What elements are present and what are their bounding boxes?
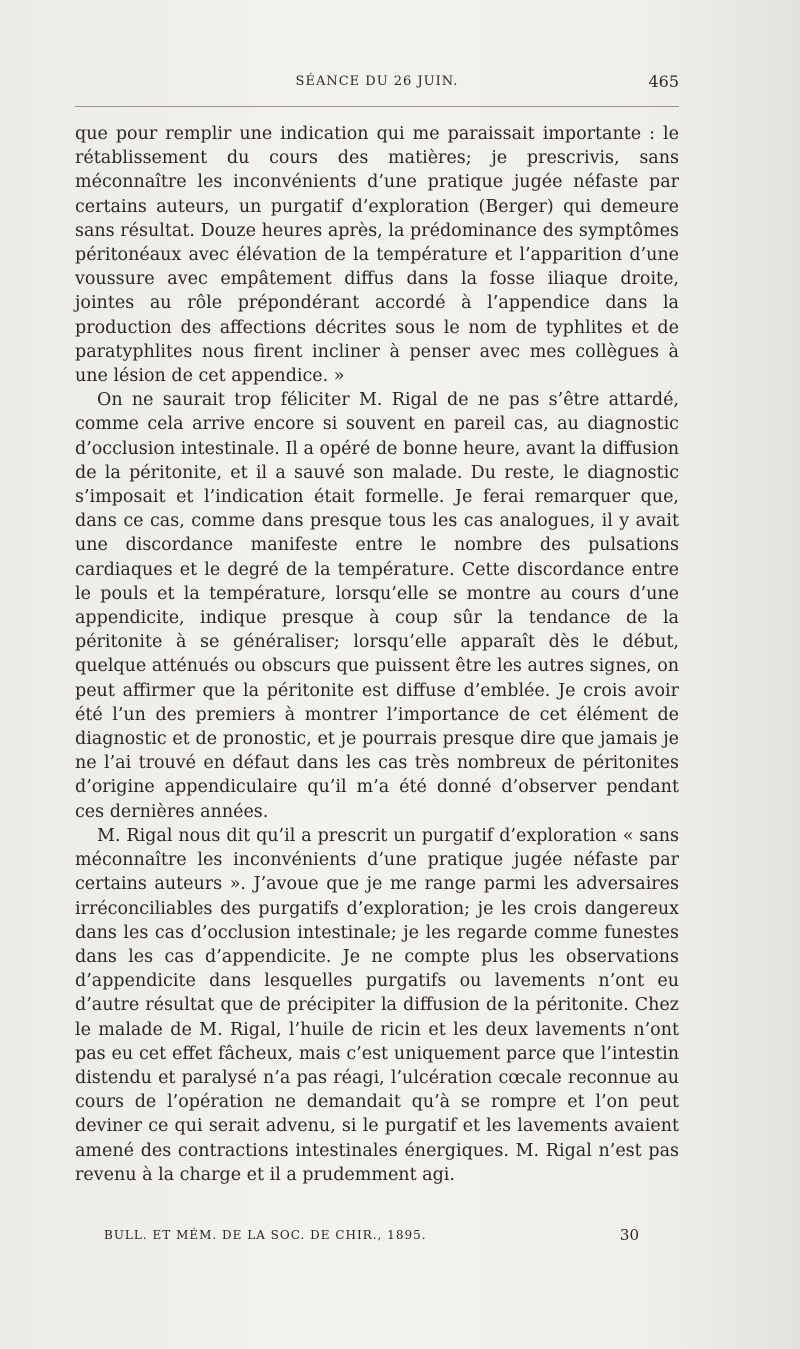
page-number: 465 xyxy=(648,72,679,91)
page-footer xyxy=(104,1228,639,1242)
paragraph: On ne saurait trop féliciter M. Rigal de ne pas s’être attardé, comme cela arrive encore si souvent en pareil cas, au diagnostic d’occlusion intestinale. Il a opéré de bonne heure, avant la diffusion de la péritonite, et il a sauvé son malade. Du reste, le diagnostic s’imposait et l’indication était formelle. Je ferai remarquer que, dans ce cas, comme dans presque tous les cas analogues, il y avait une discordance manifeste entre le nombre des pulsations cardiaques et le degré de la température. Cette discordance entre le pouls et la température, lorsqu’elle se montre au cours d’une appendicite, indique presque à coup sûr la tendance de la péritonite à se généraliser; lorsqu’elle apparaît dès le début, quelque atténués ou obscurs que puissent être les autres signes, on peut affirmer que la péritonite est diffuse d’emblée. Je crois avoir été l’un des premiers à montrer l’importance de cet élément de diagnostic et de pronostic, et je pourrais presque dire que jamais je ne l’ai trouvé en défaut dans les cas très nombreux de péritonites d’origine appendiculaire qu’il m’a été donné d’observer pendant ces dernières années. xyxy=(75,390,679,822)
paragraph: que pour remplir une indication qui me paraissait importante : le rétablissement du cours des matières; je prescrivis, sans méconnaître les inconvénients d’une pratique jugée néfaste par certains auteurs, un purgatif d’exploration (Berger) qui demeure sans résultat. Douze heures après, la prédominance des symptômes péritonéaux avec élévation de la température et l’apparition d’une voussure avec empâtement diffus dans la fosse iliaque droite, jointes au rôle prépondérant accordé à l’appendice dans la production des affections décrites sous le nom de typhlites et de paratyphlites nous firent incliner à penser avec mes collègues à une lésion de cet appendice. » xyxy=(75,124,679,387)
running-title: SÉANCE DU 26 JUIN. xyxy=(295,74,459,89)
paragraph: M. Rigal nous dit qu’il a prescrit un purgatif d’exploration « sans méconnaître les inconvénients d’une pratique jugée néfaste par certains auteurs ». J’avoue que je me range parmi les adversaires irréconciliables des purgatifs d’exploration; je les crois dangereux dans les cas d’occlusion intestinale; je les regarde comme funestes dans les cas d’appendicite. Je ne compte plus les observations d’appendicite dans lesquelles purgatifs ou lavements n’ont eu d’autre résultat que de précipiter la diffusion de la péritonite. Chez le malade de M. Rigal, l’huile de ricin et les deux lavements n’ont pas eu cet effet fâcheux, mais c’est uniquement parce que l’intestin distendu et paralysé n’a pas réagi, l’ulcération cœcale reconnue au cours de l’opération ne demandait qu’à se rompre et l’on peut deviner ce qui serait advenu, si le purgatif et les lavements avaient amené des contractions intestinales énergiques. M. Rigal n’est pas revenu à la charge et il a prudemment agi. xyxy=(75,825,679,1185)
footer-imprint: BULL. ET MÉM. DE LA SOC. DE CHIR., 1895. xyxy=(104,1228,427,1242)
signature-mark: 30 xyxy=(619,1226,639,1244)
page-header xyxy=(75,74,679,96)
header-rule xyxy=(75,106,679,107)
body-text xyxy=(75,122,679,1187)
